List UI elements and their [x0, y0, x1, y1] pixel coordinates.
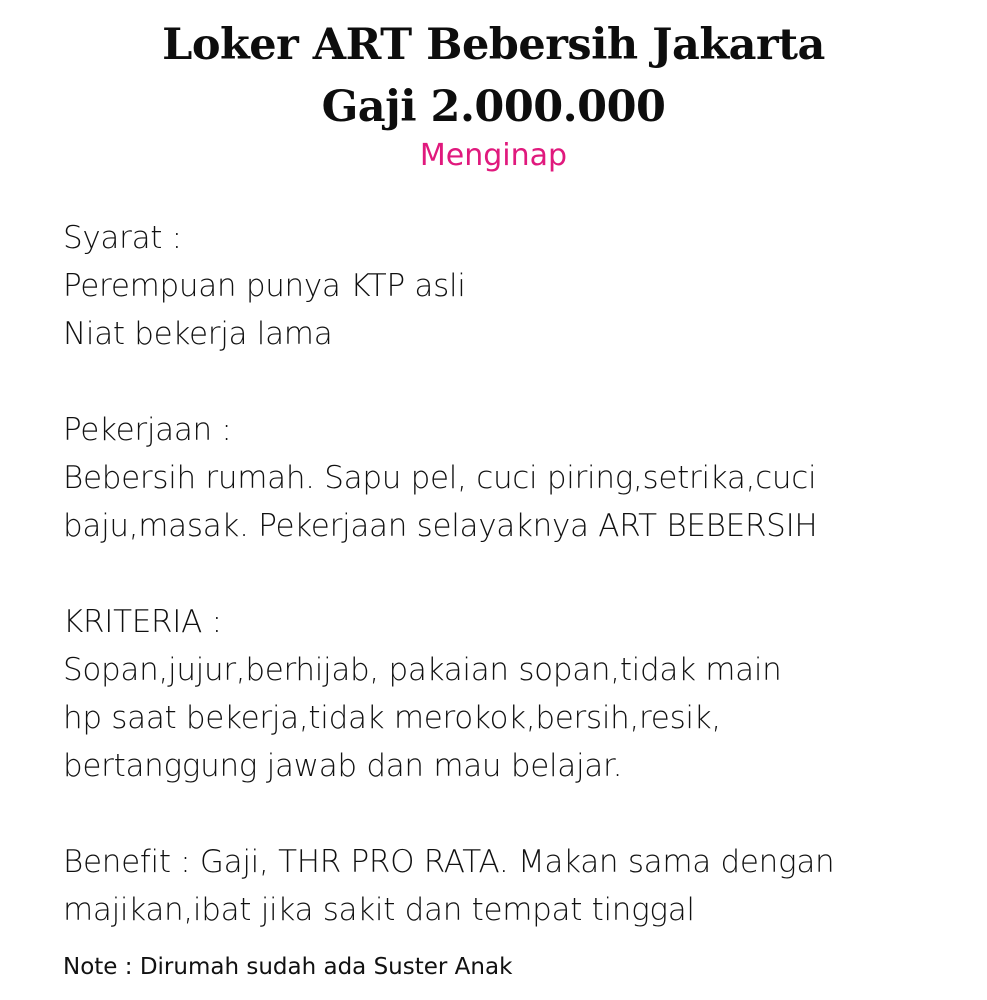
footer-note: Note : Dirumah sudah ada Suster Anak [63, 954, 513, 980]
duties-heading: Pekerjaan : [63, 412, 232, 448]
duties-text: Bebersih rumah. Sapu pel, cuci piring,setrika,cuci [63, 460, 817, 496]
requirements-heading: Syarat : [63, 220, 182, 256]
requirement-item: Perempuan punya KTP asli [63, 268, 466, 304]
salary-title: Gaji 2.000.000 [321, 82, 666, 132]
criteria-text: hp saat bekerja,tidak merokok,bersih,resik, [63, 700, 721, 736]
section-spacer [63, 790, 963, 838]
section-spacer [63, 550, 963, 598]
job-title: Loker ART Bebersih Jakarta [162, 20, 825, 70]
benefit-text: Benefit : Gaji, THR PRO RATA. Makan sama dengan [63, 844, 835, 880]
job-description [63, 214, 963, 934]
benefit-text: majikan,ibat jika sakit dan tempat tinggal [63, 892, 695, 928]
accommodation-subtitle: Menginap [419, 138, 568, 173]
duties-text: baju,masak. Pekerjaan selayaknya ART BEBERSIH [63, 508, 818, 544]
criteria-section [63, 598, 963, 790]
criteria-text: Sopan,jujur,berhijab, pakaian sopan,tidak main [63, 652, 782, 688]
criteria-text: bertanggung jawab dan mau belajar. [63, 748, 623, 784]
criteria-heading: KRITERIA : [63, 604, 222, 640]
requirements-section [63, 214, 963, 358]
benefit-section [63, 838, 963, 934]
duties-section [63, 406, 963, 550]
requirement-item: Niat bekerja lama [63, 316, 333, 352]
section-spacer [63, 358, 963, 406]
